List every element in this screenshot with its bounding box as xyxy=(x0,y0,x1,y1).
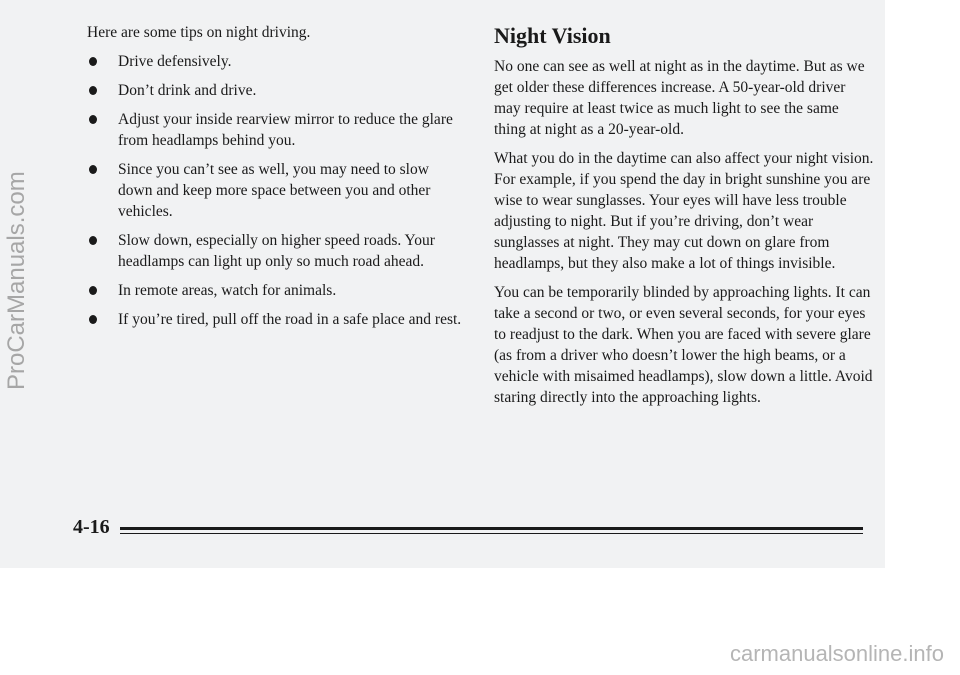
bullet-icon xyxy=(89,86,97,95)
bullet-icon xyxy=(89,57,97,66)
list-item xyxy=(87,80,467,101)
page-number: 4-16 xyxy=(73,516,110,538)
tips-intro: Here are some tips on night driving. xyxy=(87,24,311,41)
tips-list xyxy=(87,51,467,330)
bullet-icon xyxy=(89,165,97,174)
list-item xyxy=(87,51,467,72)
bullet-icon xyxy=(89,115,97,124)
tip-text: Slow down, especially on higher speed roads. Your headlamps can light up only so much road ahead. xyxy=(118,232,435,270)
page-footer xyxy=(73,514,863,554)
list-item xyxy=(87,109,467,151)
bullet-icon xyxy=(89,286,97,295)
footer-rule-thin xyxy=(120,533,863,534)
bullet-icon xyxy=(89,315,97,324)
paragraph: No one can see as well at night as in the daytime. But as we get older these differences increase. A 50-year-old driver may require at least twice as much light to see the same thing at night as a 20-year-old. xyxy=(494,58,865,138)
tip-text: In remote areas, watch for animals. xyxy=(118,282,337,299)
footer-rule-thick xyxy=(120,527,863,530)
list-item xyxy=(87,309,467,330)
right-column xyxy=(494,22,874,416)
list-item xyxy=(87,159,467,222)
left-column xyxy=(87,22,467,338)
tip-text: If you’re tired, pull off the road in a safe place and rest. xyxy=(118,311,462,328)
tip-text: Since you can’t see as well, you may need to slow down and keep more space between you and other vehicles. xyxy=(118,161,431,220)
list-item xyxy=(87,230,467,272)
side-watermark: ProCarManuals.com xyxy=(3,171,30,390)
list-item xyxy=(87,280,467,301)
bullet-icon xyxy=(89,236,97,245)
paragraph: What you do in the daytime can also affect your night vision. For example, if you spend the day in bright sunshine you are wise to wear sunglasses. Your eyes will have less trouble adjusting to night. But if you’re driving, don’t wear sunglasses at night. They may cut down on glare from headlamps, but they also make a lot of things invisible. xyxy=(494,150,874,272)
tip-text: Adjust your inside rearview mirror to reduce the glare from headlamps behind you. xyxy=(118,111,453,149)
tip-text: Drive defensively. xyxy=(118,53,232,70)
tip-text: Don’t drink and drive. xyxy=(118,82,257,99)
paragraph: You can be temporarily blinded by approaching lights. It can take a second or two, or even several seconds, for your eyes to readjust to the dark. When you are faced with severe glare (as from a driver who doesn’t lower the high beams, or a vehicle with misaimed headlamps), slow down a little. Avoid staring directly into the approaching lights. xyxy=(494,284,873,406)
bottom-watermark: carmanualsonline.info xyxy=(729,641,944,666)
section-heading: Night Vision xyxy=(494,23,611,48)
